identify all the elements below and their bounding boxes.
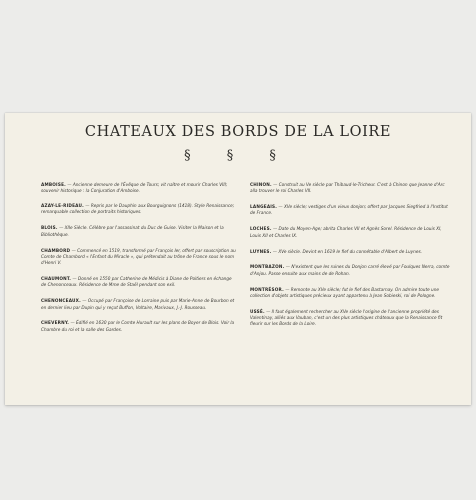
chateau-description: — Édifié en 1630 par le Comte Hurault sur les plans de Boyer de Blois. Voir la Chambre du roi et la salle des Gardes. — [41, 321, 235, 333]
chateau-description: — Repris par le Dauphin aux Bourguignons (1418). Style Renaissance; remarquable collection de portraits historiques. — [41, 204, 235, 216]
chateau-name: CHAMBORD — [41, 248, 71, 254]
card-title: CHATEAUX DES BORDS DE LA LOIRE — [84, 124, 392, 140]
chateau-entry — [41, 249, 237, 268]
chateau-name: CHENONCEAUX. — [41, 299, 81, 305]
right-column — [250, 183, 450, 338]
chateau-description: — XIIe Siècle. Célèbre par l'assassinat du Duc de Guise. Visiter la Maison et la Bibliothèque. — [41, 226, 224, 238]
chateau-description: — Ancienne demeure de l'Évêque de Tours; vit naître et mourir Charles VIII; souvenir historique : la Conjuration d'Amboise. — [41, 183, 228, 195]
chateau-name: AMBOISE. — [41, 183, 66, 188]
chateau-name: USSÉ. — [250, 309, 265, 315]
chateau-name: MONTBAZON. — [250, 265, 285, 271]
chateau-name: MONTRÉSOR. — [250, 287, 284, 293]
chateau-description: — N'existent que les ruines du Donjon carré élevé par Foulques Nerra, comte d'Anjou. Passe ensuite aux mains de de Rohan. — [250, 265, 450, 277]
chateau-description: — Il faut également rechercher au XVe siècle l'origine de l'ancienne propriété des Valentinay, alliés aux Vauban, c'est un des plus artistiques châteaux que la Renaissance fit fleurir sur les Bords de la Loire. — [250, 309, 443, 328]
chateau-entry — [250, 205, 450, 218]
chateau-name: CHINON. — [250, 183, 272, 188]
chateau-description: — Date du Moyen-Age; abrita Charles VII et Agnès Sorel. Résidence de Louis XI, Louis XII et Charles IX. — [250, 227, 442, 239]
chateau-description: — Construit au Ve siècle par Thibaud-le-Tricheur. C'est à Chinon que Jeanne d'Arc alla trouver le roi Charles VII. — [250, 183, 445, 195]
chateau-name: LANGEAIS. — [250, 205, 278, 211]
chateau-description: — Donné en 1550 par Catherine de Médicis à Diane de Poitiers en échange de Chenonceaux. Résidence de Mme de Staël pendant son exil. — [41, 277, 232, 289]
chateau-entry — [41, 183, 237, 196]
chateau-name: LUYNES. — [250, 249, 272, 255]
chateau-name: AZAY-LE-RIDEAU. — [41, 204, 84, 210]
chateau-name: CHAUMONT. — [41, 277, 72, 283]
chateau-name: CHEVERNY. — [41, 321, 70, 327]
postcard-back — [5, 113, 471, 405]
chateau-description: — XVe siècle. Devint en 1619 le fief du connétable d'Albert de Luynes. — [271, 249, 422, 255]
chateau-entry — [250, 183, 450, 196]
chateau-description: — Occupé par Françoise de Lorraine puis par Marie-Anne de Bourbon et en dernier lieu par Dupin qui y reçut Buffon, Voltaire, Marivaux, J.-J. Rousseau. — [41, 299, 235, 311]
left-column — [41, 183, 237, 344]
chateau-entry — [41, 204, 237, 217]
chateau-name: LOCHES. — [250, 227, 272, 233]
chateau-entry — [41, 299, 237, 312]
chateau-description: — Remonte au XVe siècle; fut le fief des Bastarnay. On admire toute une collection d'objets artistiques précieux ayant appartenu à Jean Sobieski, roi de Pologne. — [250, 287, 439, 299]
chateau-description: — XVe siècle; vestiges d'un vieux donjon; offert par Jacques Siegfried à l'Institut de France. — [250, 205, 448, 217]
chateau-entry — [41, 321, 237, 334]
chateau-entry — [250, 310, 450, 329]
chateau-entry — [250, 265, 450, 278]
ornament-divider: § § § — [184, 148, 292, 163]
chateau-description: — Commencé en 1519, transformé par François Ier, offert par souscription au Comte de Chambord « l'Enfant du Miracle », qui prétendait au trône de France sous le nom d'Henri V. — [41, 248, 236, 267]
chateau-entry — [41, 226, 237, 239]
chateau-entry — [250, 250, 450, 256]
chateau-entry — [250, 288, 450, 301]
chateau-entry — [250, 227, 450, 240]
chateau-name: BLOIS. — [41, 226, 58, 232]
chateau-entry — [41, 277, 237, 290]
